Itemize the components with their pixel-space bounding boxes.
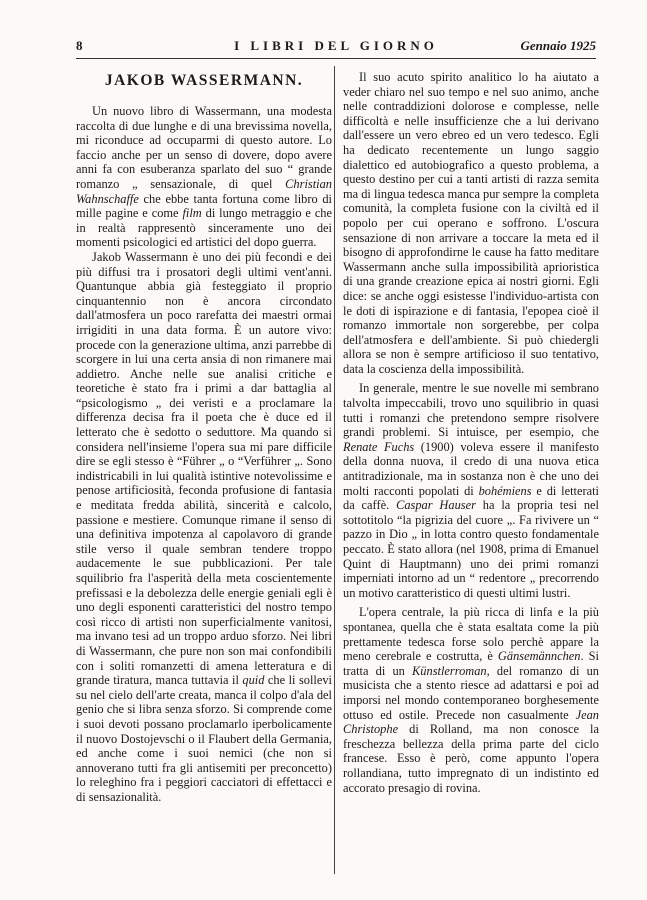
paragraph: L'opera centrale, la più ricca di linfa e la più spontanea, quella che è stata esaltata come la più prettamente tedesca forse solo perchè appare la meno cerebrale e costrutta, è Gänsemännchen. Si tratta di un Künstlerroman, del romanzo di un musicista che a stento riesce ad adattarsi e poi ad imporsi nel mondo contemporaneo borghesemente ottuso ed ostile. Precede non casualmente Jean Christophe di Rolland, ma non conosce la freschezza bellezza della prima parte del ciclo francese. Esso è però, come appunto l'opera rollandiana, tutto impregnato di un indistinto ed accorato presagio di rovina. [343,605,599,795]
page-number: 8 [76,38,83,53]
book-title: Gänsemännchen [497,649,581,664]
column-divider [334,66,335,874]
italic-term: film [182,206,202,221]
italic-term: quid [242,673,265,688]
paragraph: Il suo acuto spirito analitico lo ha aiutato a veder chiaro nel suo tempo e nel suo animo, anche nelle contraddizioni dolorose e complesse, nelle difficoltà e nelle insufficienze che a lui derivano dall'essere un vero ebreo ed un vero tedesco. Egli ha dedicato recentemente un lungo saggio dialettico ed autobiografico a questo problema, a questo destino per cui a tanti artisti di razza semita ma di lingua tedesca manca pur sempre la completa comunità, la completa fusione con la civiltà ed il popolo per cui operano e soffrono. L'oscura sensazione di non arrivare a toccare la meta ed il bisogno di approfondirne le cause ha fatto meditare Wassermann anche sulla impossibilità aprioristica di una grande creazione epica ai nostri giorni. Egli dice: se anche oggi esistesse l'individuo-artista con le doti di ispirazione e di fantasia, l'epopea cioè il romanzo immortale non sorgerebbe, per colpa dell'atmosfera e dell'ambiente. Si può chiedergli allora se non è sempre artificioso il suo tentativo, data la coscienza della impossibilità. [343,70,599,376]
book-title: Jean Christophe [343,707,599,737]
paragraph: Jakob Wassermann è uno dei più fecondi e dei più diffusi tra i prosatori degli ultimi vent'anni. Quantunque abbia già festeggiato il proprio cinquantennio non è ancora circondato dall'atmosfera un poco rarefatta dei maestri ormai irrigiditi in una data forma. È un autore vivo: procede con la generazione ultima, anzi parrebbe di scorgere in lui una certa ansia di non rimanere mai addietro. Anche nelle sue analisi critiche e teoretiche è stato fra i primi a dar battaglia al “psicologismo „ dei veristi e a proclamare la differenza decisa fra il poeta che è duce ed il letterato che è sedotto o seduttore. Ma quando si considera nell'insieme l'opera sua mi pare difficile dire se egli stesso è “Führer „ o “Verführer „. Sono indistricabili in lui qualità istintive notevolissime e penose artificiosità, feconda profusione di fantasia e meditata fredda abilità, sincerità e calcolo, passione e mestiere. Comunque rimane il senso di una definitiva impotenza al capolavoro di grande stile verso il quale sembran tendere troppo audacemente le sue pubblicazioni. Per tale squilibrio fra l'asperità della meta coscientemente prefissasi e la debolezza delle energie geniali egli è uno degli esponenti caratteristici del nostro tempo così ricco di artisti non superficialmente vanitosi, ma invano tesi ad un troppo arduo sforzo. Nei libri di Wassermann, che pure non son mai confondibili con i soliti romanzetti di amena letteratura e di grande tiratura, manca tuttavia il quid che li sollevi su nel cielo dell'arte creata, manca il colpo d'ala del genio che si libra senza sforzo. Si comprende come i suoi devoti possano proclamarlo iperbolicamente il nuovo Dostojevschi o il Flaubert della Germania, ed anche come i suoi nemici (che non si annoverano tutti fra gli antisemiti per preconcetto) lo releghino fra i peggiori cacciatori di effettacci e di sensazionalità. [76,249,332,804]
book-title: Christian Wahnschaffe [76,176,332,206]
paragraph: Un nuovo libro di Wassermann, una modesta raccolta di due lunghe e di una brevissima novella, mi riconduce ad occuparmi di questo autore. Lo faccio anche per un senso di dovere, dopo avere anni fa con esuberanza sparlato del suo “ grande romanzo „ sensazionale, di quel Christian Wahnschaffe che ebbe tanta fortuna come libro di mille pagine e come film di lungo metraggio e che in realtà rappresentò sinceramente uno dei momenti psicologici ed artistici del dopo guerra. [76,104,332,250]
italic-term: Künstlerroman [412,663,487,678]
left-column [76,66,332,872]
running-header [76,38,596,56]
book-title: Caspar Hauser [396,498,476,513]
italic-term: bohémiens [478,483,532,498]
article-title: JAKOB WASSERMANN. [104,72,304,89]
journal-title: I LIBRI DEL GIORNO [234,38,438,53]
paragraph: In generale, mentre le sue novelle mi sembrano talvolta impeccabili, trovo uno squilibrio in quasi tutti i romanzi che pretendono sempre risolvere grandi problemi. Si intuisce, per esempio, che Renate Fuchs (1900) voleva essere il manifesto della donna nuova, il credo di una nuova etica antitradizionale, ma in sostanza non è che uno dei molti racconti popolati di bohémiens e di letterati da caffè. Caspar Hauser ha la propria tesi nel sottotitolo “la pigrizia del cuore „. Fa rivivere un “ pazzo in Dio „ in lotta contro questo fondamentale peccato. È stato allora (nel 1908, prima di Emanuel Quint di Hauptmann) uno dei primi romanzi imperniati intorno ad un “ redentore „ precorrendo un motivo caratteristico di questi ultimi lustri. [343,381,599,600]
header-rule [76,58,596,59]
issue-date: Gennaio 1925 [520,38,596,53]
book-title: Renate Fuchs [343,439,415,454]
right-column [343,70,599,876]
